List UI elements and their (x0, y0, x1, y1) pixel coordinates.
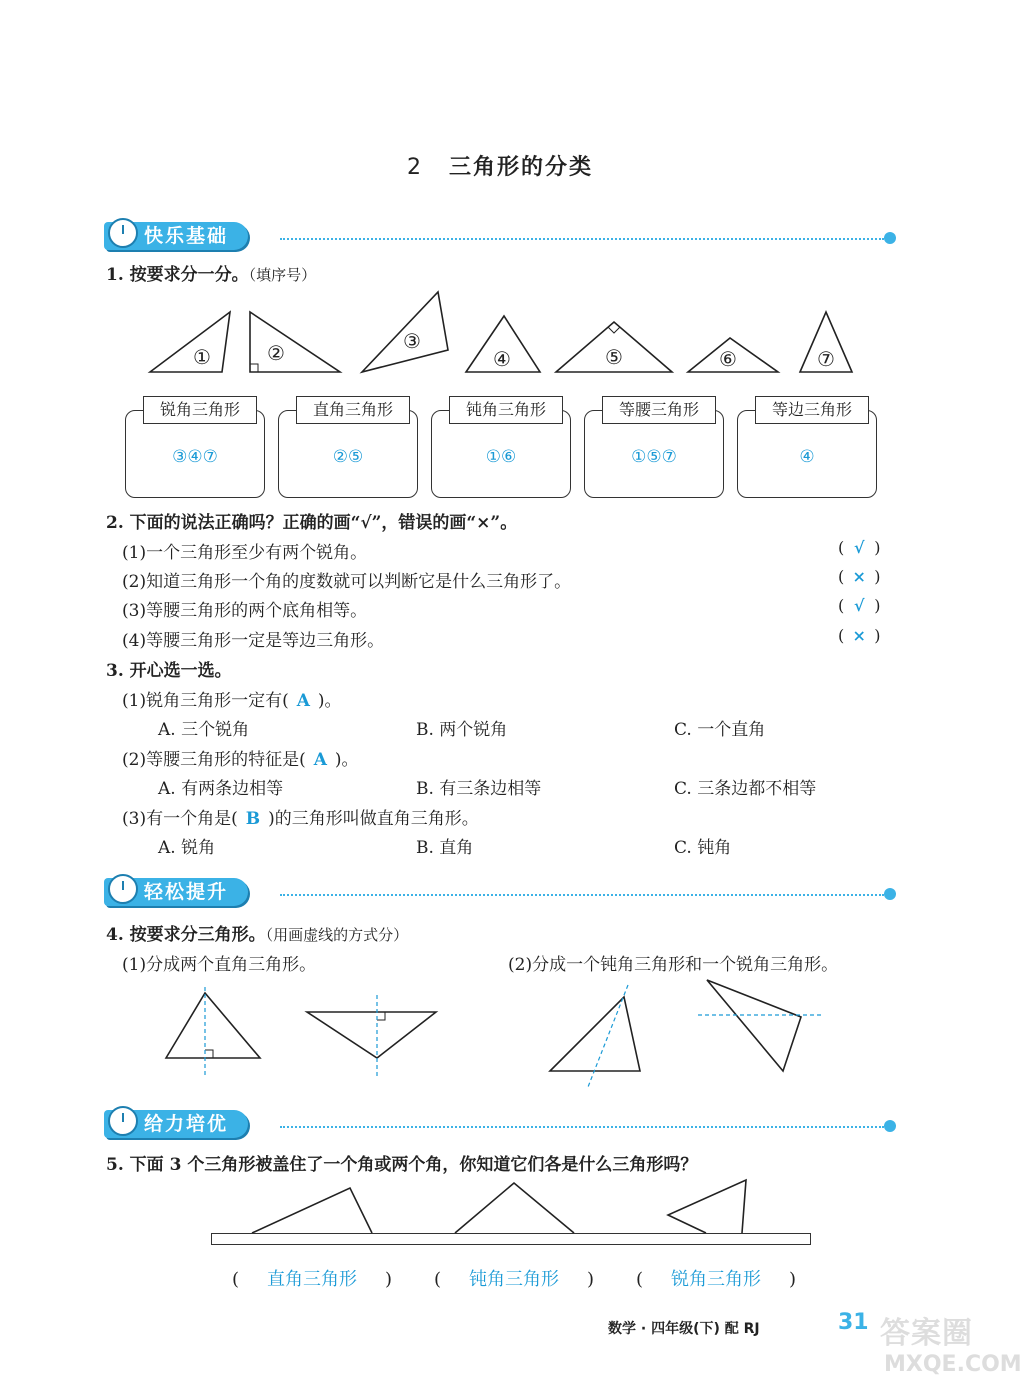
q2-judge: ( × ) (838, 567, 881, 586)
box-answer: ②⑤ (332, 447, 364, 467)
q5-covered-triangles (0, 1175, 1000, 1237)
q3-option: B. 有三条边相等 (416, 779, 542, 799)
shape-label-4: ④ (493, 347, 511, 371)
shape-label-2: ② (267, 341, 285, 365)
covered-triangle-2 (455, 1183, 574, 1233)
q5-answer: 直角三角形 (267, 1269, 358, 1290)
q5-prompt: 5. 下面 3 个三角形被盖住了一个角或两个角，你知道它们各是什么三角形吗？ (106, 1155, 698, 1175)
q5-answer-slot (434, 1265, 594, 1291)
box-label: 钝角三角形 (449, 396, 563, 424)
dotted-divider (280, 894, 884, 896)
paren-open: ( (434, 1269, 442, 1290)
section-banner-improve (104, 874, 896, 908)
q2-answer: × (852, 626, 866, 645)
shape-label-7: ⑦ (817, 347, 835, 371)
paren-close: ) (385, 1269, 393, 1290)
q3-option: A. 有两条边相等 (158, 779, 284, 799)
q2-item: (2)知道三角形一个角的度数就可以判断它是什么三角形了。 (122, 572, 572, 592)
q3-option: A. 三个锐角 (158, 720, 250, 740)
divider-dot (884, 888, 896, 900)
q3-item (122, 745, 359, 770)
q4-note: （用画虚线的方式分） (265, 926, 409, 944)
q2-answer: √ (853, 538, 865, 557)
shape-label-6: ⑥ (719, 347, 737, 371)
q3-option: C. 一个直角 (674, 720, 766, 740)
right-angle-mark (608, 327, 620, 333)
section-banner-advanced (104, 1106, 896, 1140)
footer-subject: 数学 · 四年级(下) 配 RJ (608, 1321, 760, 1337)
clock-icon (108, 1106, 138, 1136)
paren-close: ) (587, 1269, 595, 1290)
q4-triangles (0, 975, 1000, 1085)
q3-stem: (1)锐角三角形一定有( (122, 691, 289, 711)
shape-label-1: ① (193, 345, 211, 369)
q1-prompt: 1. 按要求分一分。 (106, 265, 249, 285)
question-5 (106, 1150, 697, 1175)
box-label: 直角三角形 (296, 396, 410, 424)
q3-stem: (2)等腰三角形的特征是( (122, 750, 306, 770)
q3-item (122, 804, 479, 829)
q3-answer: A (296, 691, 310, 711)
q5-answer-slot (636, 1265, 796, 1291)
question-4 (106, 920, 408, 945)
q4-sub2: (2)分成一个钝角三角形和一个锐角三角形。 (508, 955, 839, 975)
q2-prompt: 2. 下面的说法正确吗？正确的画“√”，错误的画“×”。 (106, 513, 518, 533)
dotted-divider (280, 1126, 884, 1128)
shape-label-5: ⑤ (605, 345, 623, 369)
page-number: 31 (838, 1310, 869, 1335)
paren-close: ) (789, 1269, 797, 1290)
watermark-logo: 答案圈 (880, 1316, 973, 1351)
q4-triangle-d (707, 980, 801, 1071)
shape-label-3: ③ (403, 329, 421, 353)
box-answer: ④ (799, 447, 815, 467)
q2-judge: ( √ ) (838, 538, 881, 557)
triangle-2 (250, 312, 340, 372)
q2-item: (1)一个三角形至少有两个锐角。 (122, 543, 368, 563)
q3-option: A. 锐角 (158, 838, 216, 858)
clock-icon (108, 218, 138, 248)
q4-prompt: 4. 按要求分三角形。 (106, 925, 266, 945)
q2-item: (4)等腰三角形一定是等边三角形。 (122, 631, 385, 651)
section-title: 快乐基础 (104, 222, 248, 250)
box-answer: ①⑤⑦ (631, 447, 677, 467)
q5-answer: 锐角三角形 (671, 1269, 762, 1290)
divider-dot (884, 1120, 896, 1132)
dotted-divider (280, 238, 884, 240)
q2-answer: √ (853, 596, 865, 615)
q5-answer-slot (232, 1265, 392, 1291)
question-3 (106, 656, 232, 681)
q3-item (122, 686, 342, 711)
q3-prompt: 3. 开心选一选。 (106, 661, 232, 681)
q3-option: C. 钝角 (674, 838, 732, 858)
divider-dot (884, 232, 896, 244)
q2-item: (3)等腰三角形的两个底角相等。 (122, 601, 368, 621)
box-label: 等边三角形 (755, 396, 869, 424)
q4-triangle-c (550, 997, 640, 1071)
section-title: 轻松提升 (104, 878, 248, 906)
triangle-1 (150, 312, 230, 372)
section-banner-basic (104, 218, 896, 252)
q3-answer: A (313, 750, 327, 770)
section-title: 给力培优 (104, 1110, 248, 1138)
question-2 (106, 508, 517, 533)
right-angle-mark (250, 364, 258, 372)
covered-triangle-1 (252, 1188, 372, 1233)
lesson-title-text: 三角形的分类 (448, 155, 593, 180)
q2-judge: ( √ ) (838, 596, 881, 615)
q2-judge: ( × ) (838, 626, 881, 645)
q3-stem-end: )。 (317, 691, 342, 711)
clock-icon (108, 874, 138, 904)
q5-answer: 钝角三角形 (469, 1269, 560, 1290)
page-title (0, 150, 1000, 181)
lesson-number: 2 (406, 155, 423, 180)
box-answer: ③④⑦ (172, 447, 218, 467)
box-answer: ①⑥ (485, 447, 517, 467)
right-angle-mark (205, 1050, 213, 1058)
q4-sub1: (1)分成两个直角三角形。 (122, 955, 317, 975)
covered-triangle-3 (668, 1180, 746, 1233)
q3-option: B. 直角 (416, 838, 474, 858)
right-angle-mark (377, 1012, 385, 1020)
q3-option: C. 三条边都不相等 (674, 779, 817, 799)
q3-stem-end: )的三角形叫做直角三角形。 (268, 809, 479, 829)
q3-option: B. 两个锐角 (416, 720, 508, 740)
q4-triangle-b (307, 1012, 436, 1058)
q1-note: （填序号） (248, 266, 317, 284)
watermark-url: MXQE.COM (884, 1352, 1022, 1377)
q2-answer: × (852, 567, 866, 586)
q1-triangles (0, 280, 1000, 390)
box-label: 锐角三角形 (143, 396, 257, 424)
q3-stem: (3)有一个角是( (122, 809, 238, 829)
paren-open: ( (636, 1269, 644, 1290)
paren-open: ( (232, 1269, 240, 1290)
box-label: 等腰三角形 (602, 396, 716, 424)
q4-triangle-a (166, 993, 260, 1058)
q3-stem-end: )。 (334, 750, 359, 770)
cover-bar (211, 1233, 811, 1245)
q3-answer: B (245, 809, 261, 829)
